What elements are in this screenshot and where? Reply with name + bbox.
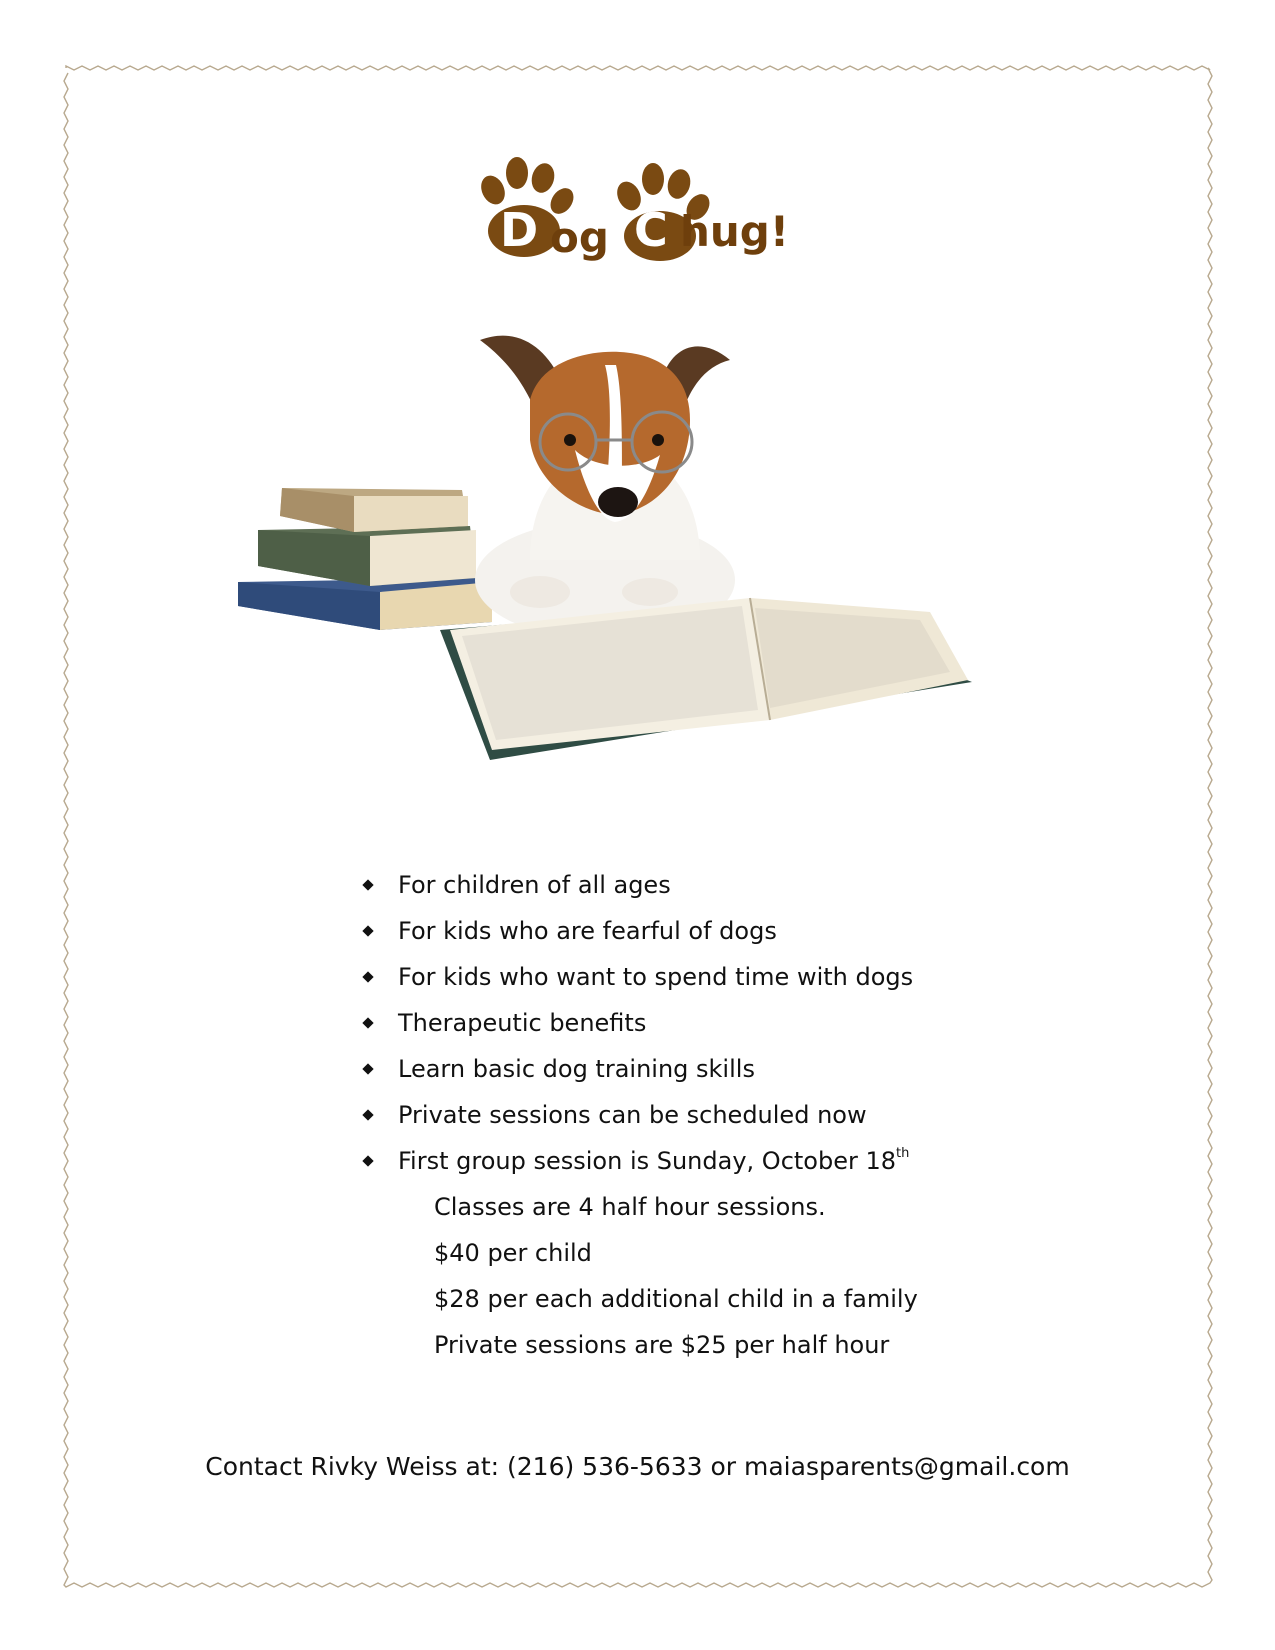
date-ordinal-suffix: th — [896, 1146, 910, 1161]
bullet-diamond-icon — [362, 1155, 373, 1166]
feature-list — [360, 862, 1120, 1184]
contact-info: Contact Rivky Weiss at: (216) 536-5633 or maiasparents@gmail.com — [205, 1452, 1070, 1481]
list-item: Therapeutic benefits — [360, 1000, 1120, 1046]
bullet-diamond-icon — [362, 1109, 373, 1120]
class-details — [434, 1184, 1134, 1368]
bullet-diamond-icon — [362, 1017, 373, 1028]
detail-line: Private sessions are $25 per half hour — [434, 1331, 890, 1359]
dog-chug-logo — [470, 155, 810, 265]
logo-initial-d: D — [500, 203, 539, 257]
logo-initial-c: C — [634, 203, 668, 257]
bullet-diamond-icon — [362, 1063, 373, 1074]
list-item: For children of all ages — [360, 862, 1120, 908]
detail-line: $28 per each additional child in a family — [434, 1285, 918, 1313]
list-item: First group session is Sunday, October 18th — [360, 1138, 1120, 1184]
detail-line: $40 per child — [434, 1239, 592, 1267]
list-item: For kids who are fearful of dogs — [360, 908, 1120, 954]
dog-reading-book-illustration — [230, 330, 1030, 810]
dog — [475, 336, 735, 640]
list-item: Learn basic dog training skills — [360, 1046, 1120, 1092]
list-item: Private sessions can be scheduled now — [360, 1092, 1120, 1138]
bullet-diamond-icon — [362, 971, 373, 982]
bullet-diamond-icon — [362, 879, 373, 890]
logo-word-hug: hug! — [680, 207, 790, 256]
bullet-diamond-icon — [362, 925, 373, 936]
list-item: For kids who want to spend time with dogs — [360, 954, 1120, 1000]
logo-word-og: og — [550, 213, 609, 262]
book-stack — [238, 488, 492, 630]
detail-line: Classes are 4 half hour sessions. — [434, 1193, 826, 1221]
